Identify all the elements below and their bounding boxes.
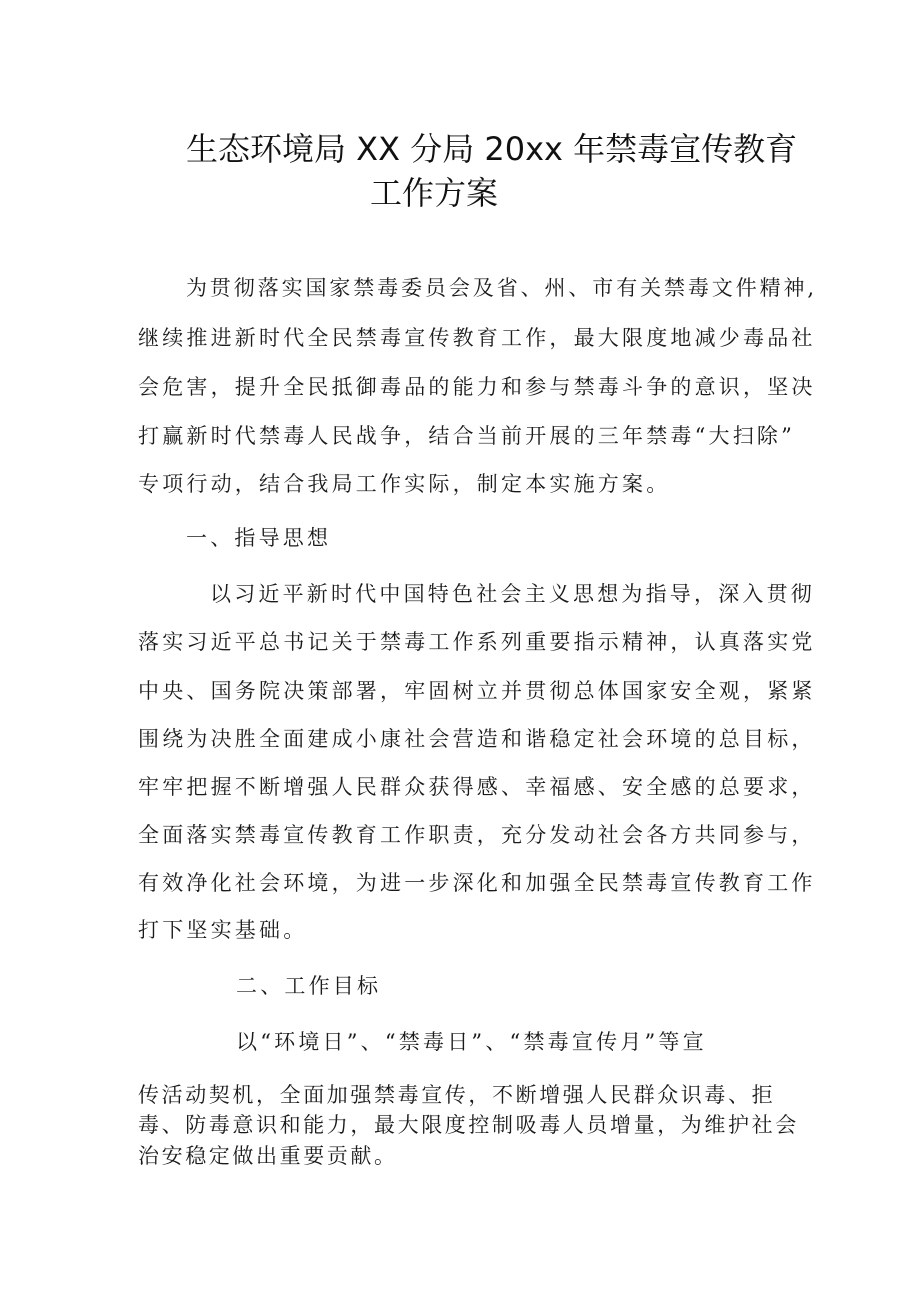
section1-line-8: 打下坚实基础。: [138, 918, 308, 942]
section-heading-guiding-ideology: 一、指导思想: [186, 526, 332, 550]
section1-line-3: 中央、国务院决策部署，牢固树立并贯彻总体国家安全观，紧紧: [138, 679, 816, 703]
intro-line-4: 打赢新时代禁毒人民战争，结合当前开展的三年禁毒“大扫除”: [138, 424, 796, 448]
section2-line-4: 治安稳定做出重要贡献。: [138, 1144, 398, 1168]
intro-line-5: 专项行动，结合我局工作实际，制定本实施方案。: [138, 472, 671, 496]
section1-line-1: 以习近平新时代中国特色社会主义思想为指导，深入贯彻: [210, 582, 815, 606]
section2-line-2: 传活动契机，全面加强禁毒宣传，不断增强人民群众识毒、拒: [138, 1083, 776, 1107]
intro-line-3: 会危害，提升全民抵御毒品的能力和参与禁毒斗争的意识，坚决: [138, 375, 816, 399]
document-title-line-1: 生态环境局 XX 分局 20xx 年禁毒宣传教育: [186, 130, 798, 168]
section2-line-3: 毒、防毒意识和能力，最大限度控制吸毒人员增量，为维护社会: [138, 1113, 799, 1137]
section1-line-4: 围绕为决胜全面建成小康社会营造和谐稳定社会环境的总目标，: [138, 727, 816, 751]
section1-line-2: 落实习近平总书记关于禁毒工作系列重要指示精神，认真落实党: [138, 630, 816, 654]
section1-line-6: 全面落实禁毒宣传教育工作职责，充分发动社会各方共同参与，: [138, 823, 816, 847]
section2-line-1: 以“环境日”、“禁毒日”、“禁毒宣传月”等宣: [236, 1030, 707, 1054]
section1-line-7: 有效净化社会环境，为进一步深化和加强全民禁毒宣传教育工作: [138, 871, 816, 895]
document-title-line-2: 工作方案: [370, 174, 499, 212]
intro-line-1: 为贯彻落实国家禁毒委员会及省、州、市有关禁毒文件精神,: [186, 276, 817, 300]
section-heading-work-goals: 二、工作目标: [236, 974, 382, 998]
intro-line-2: 继续推进新时代全民禁毒宣传教育工作，最大限度地减少毒品社: [138, 326, 816, 350]
section1-line-5: 牢牢把握不断增强人民群众获得感、幸福感、安全感的总要求，: [138, 775, 816, 799]
